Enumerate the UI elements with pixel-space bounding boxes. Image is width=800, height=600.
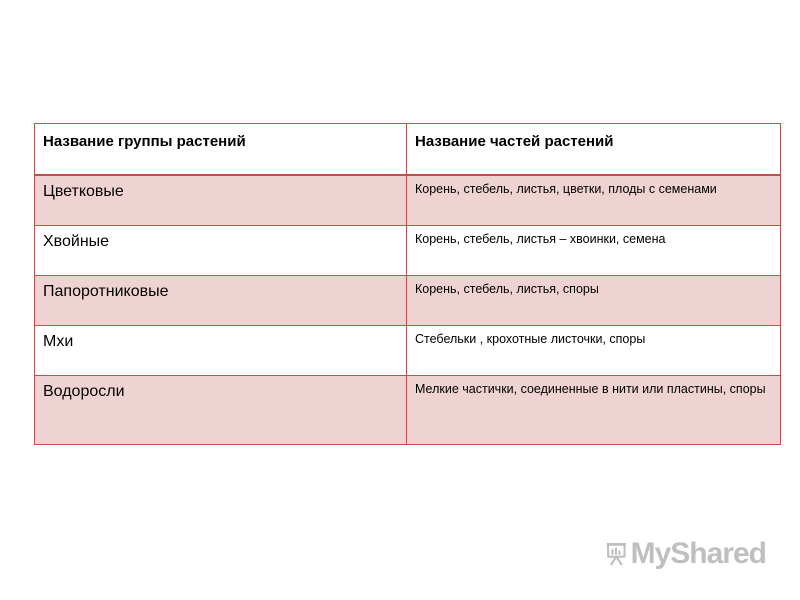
parts-cell bbox=[407, 276, 781, 326]
parts-cell bbox=[407, 226, 781, 276]
group-name: Водоросли bbox=[43, 383, 125, 400]
group-cell bbox=[35, 175, 407, 226]
header-group-name bbox=[35, 124, 407, 176]
table-row bbox=[35, 326, 781, 376]
parts-cell bbox=[407, 376, 781, 445]
group-name: Хвойные bbox=[43, 233, 110, 250]
parts-text: Корень, стебель, листья – хвоинки, семена bbox=[415, 232, 666, 246]
plant-parts-table bbox=[34, 123, 781, 445]
group-cell bbox=[35, 376, 407, 445]
myshared-logo bbox=[606, 533, 766, 575]
header-parts-name bbox=[407, 124, 781, 176]
table-header-row bbox=[35, 124, 781, 176]
parts-cell bbox=[407, 175, 781, 226]
parts-text: Корень, стебель, листья, цветки, плоды с семенами bbox=[415, 182, 717, 196]
table-row bbox=[35, 175, 781, 226]
header-group-name-text: Название группы растений bbox=[43, 133, 246, 150]
group-name: Папоротниковые bbox=[43, 283, 169, 300]
parts-text: Мелкие частички, соединенные в нити или пластины, споры bbox=[415, 382, 766, 396]
presentation-board-icon bbox=[606, 537, 627, 571]
group-name: Цветковые bbox=[43, 183, 124, 200]
logo-text: MyShared bbox=[630, 537, 766, 570]
group-cell bbox=[35, 226, 407, 276]
table-row bbox=[35, 226, 781, 276]
group-cell bbox=[35, 276, 407, 326]
group-name: Мхи bbox=[43, 333, 74, 350]
parts-text: Корень, стебель, листья, споры bbox=[415, 282, 599, 296]
parts-text: Стебельки , крохотные листочки, споры bbox=[415, 332, 646, 346]
parts-cell bbox=[407, 326, 781, 376]
header-parts-name-text: Название частей растений bbox=[415, 133, 614, 150]
table-row bbox=[35, 276, 781, 326]
group-cell bbox=[35, 326, 407, 376]
table-row bbox=[35, 376, 781, 445]
